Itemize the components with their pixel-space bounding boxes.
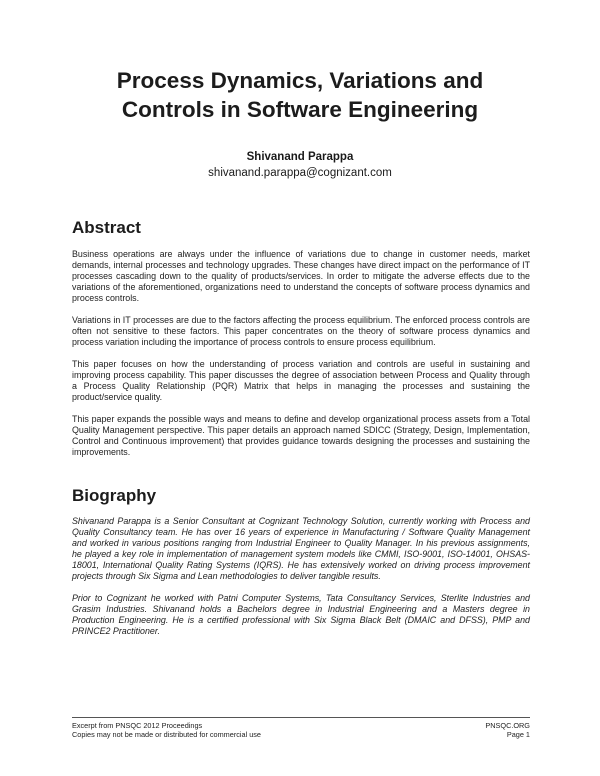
abstract-heading: Abstract <box>72 218 141 237</box>
paper-title-line-1: Process Dynamics, Variations and <box>116 68 484 93</box>
biography-paragraph: Prior to Cognizant he worked with Patni Computer Systems, Tata Consultancy Services, Sterlite Industries and Grasim Industries. Shivanand holds a Bachelors degree in Industrial Engineering and a Masters degree in Production Engineering. He is a certified professional with Six Sigma Black Belt (DMAIC and DFSS), PMP and PRINCE2 Practitioner. <box>72 593 530 636</box>
abstract-paragraph: This paper expands the possible ways and means to define and develop organizational process assets from a Total Quality Management perspective. This paper details an approach named SDICC (Strategy, Design, Implementation, Control and Continuous improvement) that provides guidance towards designing the processes and sustaining the improvements. <box>72 414 530 457</box>
author-name: Shivanand Parappa <box>246 151 354 163</box>
paper-title-line-2: Controls in Software Engineering <box>121 97 479 122</box>
footer-site: PNSQC.ORG <box>485 721 530 730</box>
abstract-section <box>72 249 530 469</box>
footer-divider <box>72 717 530 718</box>
biography-section <box>72 516 530 648</box>
footer-page-number: Page 1 <box>506 730 530 739</box>
abstract-paragraph: Business operations are always under the influence of variations due to change in customer needs, market demands, internal processes and technology upgrades. These changes have direct impact on the performance of IT processes cascading down to the quality of products/services. In order to mitigate the adverse effects due to the variations of the aforementioned, organizations need to understand the concepts of software process dynamics and process controls. <box>72 249 530 303</box>
abstract-paragraph: This paper focuses on how the understanding of process variation and controls are useful in sustaining and improving process capability. This paper discusses the degree of association between Process and Quality through a Process Quality Relationship (PQR) Matrix that helps in managing the processes and sustaining the product/service quality. <box>72 359 530 402</box>
paper-title <box>40 66 560 124</box>
author-email: shivanand.parappa@cognizant.com <box>208 167 392 179</box>
biography-paragraph: Shivanand Parappa is a Senior Consultant at Cognizant Technology Solution, currently working with Process and Quality Consultancy team. He has over 16 years of experience in Manufacturing / Software Quality Management and worked in various positions ranging from Industrial Engineer to Quality Manager. In his previous assignments, he played a key role in implementation of management system models like CMMI, ISO-9001, ISO-14001, OHSAS-18001, International Quality Rating Systems (IQRS). He has extensively worked on driving process improvement projects through Six Sigma and Lean methodologies to deliver tangible results. <box>72 516 530 581</box>
biography-heading: Biography <box>72 486 157 505</box>
footer-copyright-note: Copies may not be made or distributed for commercial use <box>72 730 261 739</box>
footer-proceedings: Excerpt from PNSQC 2012 Proceedings <box>72 721 203 730</box>
page-footer <box>72 721 530 739</box>
abstract-paragraph: Variations in IT processes are due to the factors affecting the process equilibrium. The enforced process controls are often not sensitive to these factors. This paper concentrates on the theory of software process dynamics and process variation including the importance of process controls to ensure process equilibrium. <box>72 315 530 347</box>
